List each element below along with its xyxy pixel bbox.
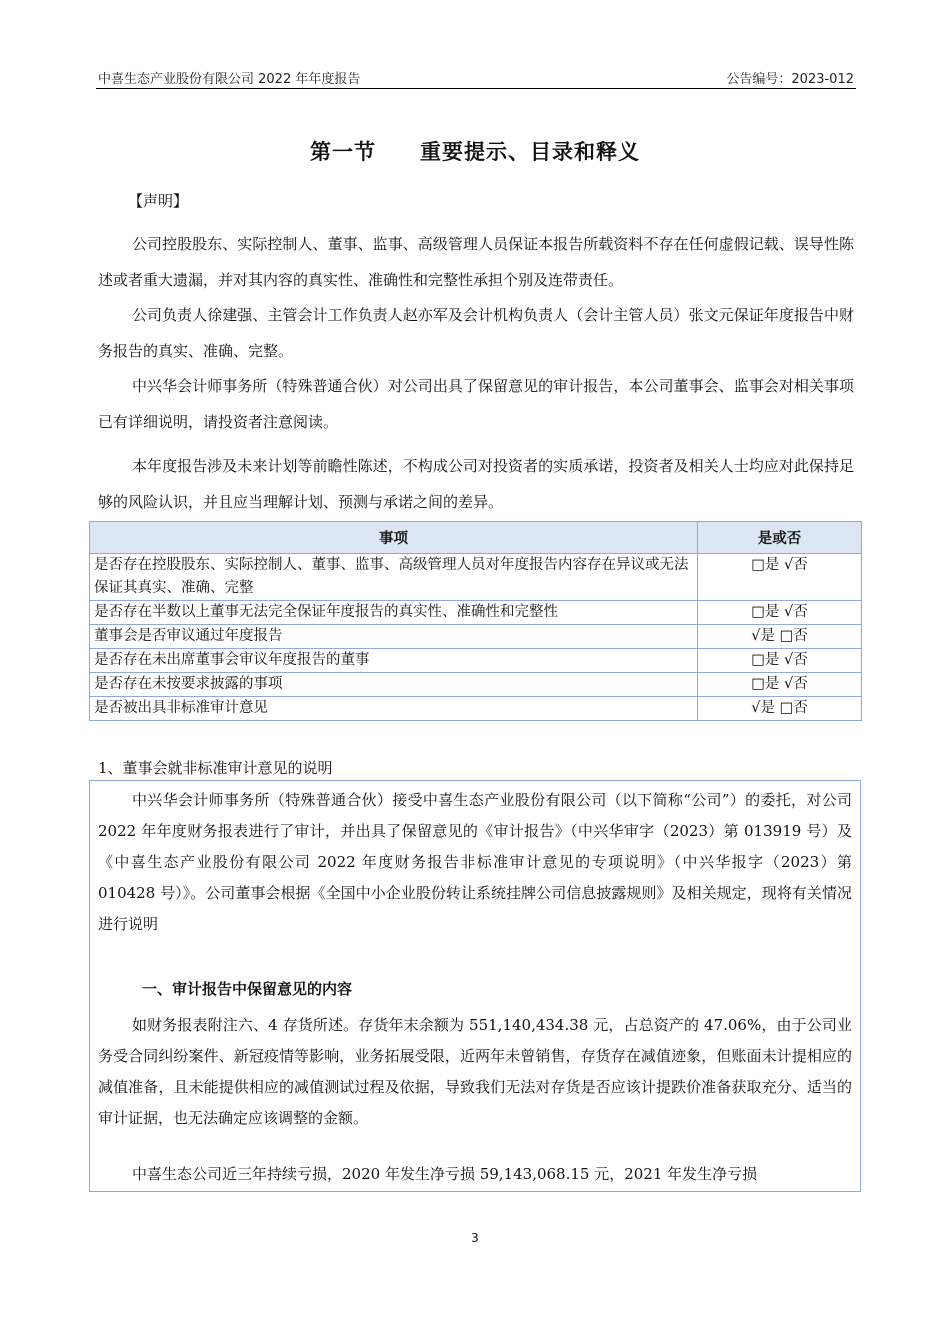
table-cell-item: 是否存在半数以上董事无法完全保证年度报告的真实性、准确性和完整性 xyxy=(90,601,698,625)
table-cell-answer: □是 √否 xyxy=(698,601,862,625)
audit-paragraph: 如财务报表附注六、4 存货所述。存货年末余额为 551,140,434.38 元，占总资产的 47.06%，由于公司业务受合同纠纷案件、新冠疫情等影响，业务拓展受限，近两年未曾销售，存货存在减值迹象，但账面未计提相应的减值准备，且未能提供相应的减值测试过程及依据，导致我们无法对存货是否应该计提跌价准备获取充分、适当的审计证据，也无法确定应该调整的金额。 xyxy=(98,1016,852,1127)
table-cell-answer: □是 √否 xyxy=(698,673,862,697)
table-row xyxy=(90,649,862,673)
audit-paragraph: 中喜生态公司近三年持续亏损，2020 年发生净亏损 59,143,068.15 元，2021 年发生净亏损 xyxy=(132,1165,758,1183)
table-row xyxy=(90,697,862,721)
header-report-title: 中喜生态产业股份有限公司 2022 年年度报告 xyxy=(98,72,361,87)
table-cell-item: 是否存在未出席董事会审议年度报告的董事 xyxy=(90,649,698,673)
column-header-item: 事项 xyxy=(90,522,698,554)
header-announcement-number: 公告编号：2023-012 xyxy=(726,72,854,87)
table-header-row xyxy=(90,522,862,554)
table-cell-item: 是否被出具非标准审计意见 xyxy=(90,697,698,721)
column-header-answer: 是或否 xyxy=(698,522,862,554)
table-cell-item: 是否存在未按要求披露的事项 xyxy=(90,673,698,697)
table-row xyxy=(90,673,862,697)
page-header xyxy=(98,68,854,88)
audit-opinion-box xyxy=(89,780,861,1192)
table-cell-answer: √是 □否 xyxy=(698,625,862,649)
table-row xyxy=(90,601,862,625)
audit-intro-paragraph: 中兴华会计师事务所（特殊普通合伙）接受中喜生态产业股份有限公司（以下简称“公司”）的委托，对公司 2022 年年度财务报表进行了审计，并出具了保留意见的《审计报告》（中兴华审字（2023）第 013919 号）及《中喜生态产业股份有限公司 2022 年度财务报告非标准审计意见的专项说明》（中兴华报字（2023）第 010428 号）》。公司董事会根据《全国中小企业股份转让系统挂牌公司信息披露规则》及相关规定，现将有关情况进行说明 xyxy=(98,791,852,933)
section-title: 第一节 重要提示、目录和释义 xyxy=(310,140,640,164)
table-cell-answer: □是 √否 xyxy=(698,554,862,601)
page-number: 3 xyxy=(471,1231,479,1245)
declaration-label: 【声明】 xyxy=(128,192,189,210)
table-cell-answer: √是 □否 xyxy=(698,697,862,721)
declaration-paragraph: 公司控股股东、实际控制人、董事、监事、高级管理人员保证本报告所载资料不存在任何虚假记载、误导性陈述或者重大遗漏，并对其内容的真实性、准确性和完整性承担个别及连带责任。 xyxy=(98,235,854,289)
declaration-paragraph: 本年度报告涉及未来计划等前瞻性陈述，不构成公司对投资者的实质承诺，投资者及相关人士均应对此保持足够的风险认识，并且应当理解计划、预测与承诺之间的差异。 xyxy=(98,457,854,511)
disclosure-table xyxy=(89,521,862,721)
table-cell-answer: □是 √否 xyxy=(698,649,862,673)
table-row xyxy=(90,625,862,649)
declaration-paragraph: 公司负责人徐建强、主管会计工作负责人赵亦军及会计机构负责人（会计主管人员）张文元保证年度报告中财务报告的真实、准确、完整。 xyxy=(98,306,854,360)
table-cell-item: 是否存在控股股东、实际控制人、董事、监事、高级管理人员对年度报告内容存在异议或无法保证其真实、准确、完整 xyxy=(90,554,698,601)
table-cell-item: 董事会是否审议通过年度报告 xyxy=(90,625,698,649)
table-row xyxy=(90,554,862,601)
audit-subheading: 一、审计报告中保留意见的内容 xyxy=(142,980,353,998)
header-divider xyxy=(96,88,856,89)
section1-heading: 1、董事会就非标准审计意见的说明 xyxy=(98,759,333,777)
declaration-paragraph: 中兴华会计师事务所（特殊普通合伙）对公司出具了保留意见的审计报告，本公司董事会、监事会对相关事项已有详细说明，请投资者注意阅读。 xyxy=(98,377,854,431)
